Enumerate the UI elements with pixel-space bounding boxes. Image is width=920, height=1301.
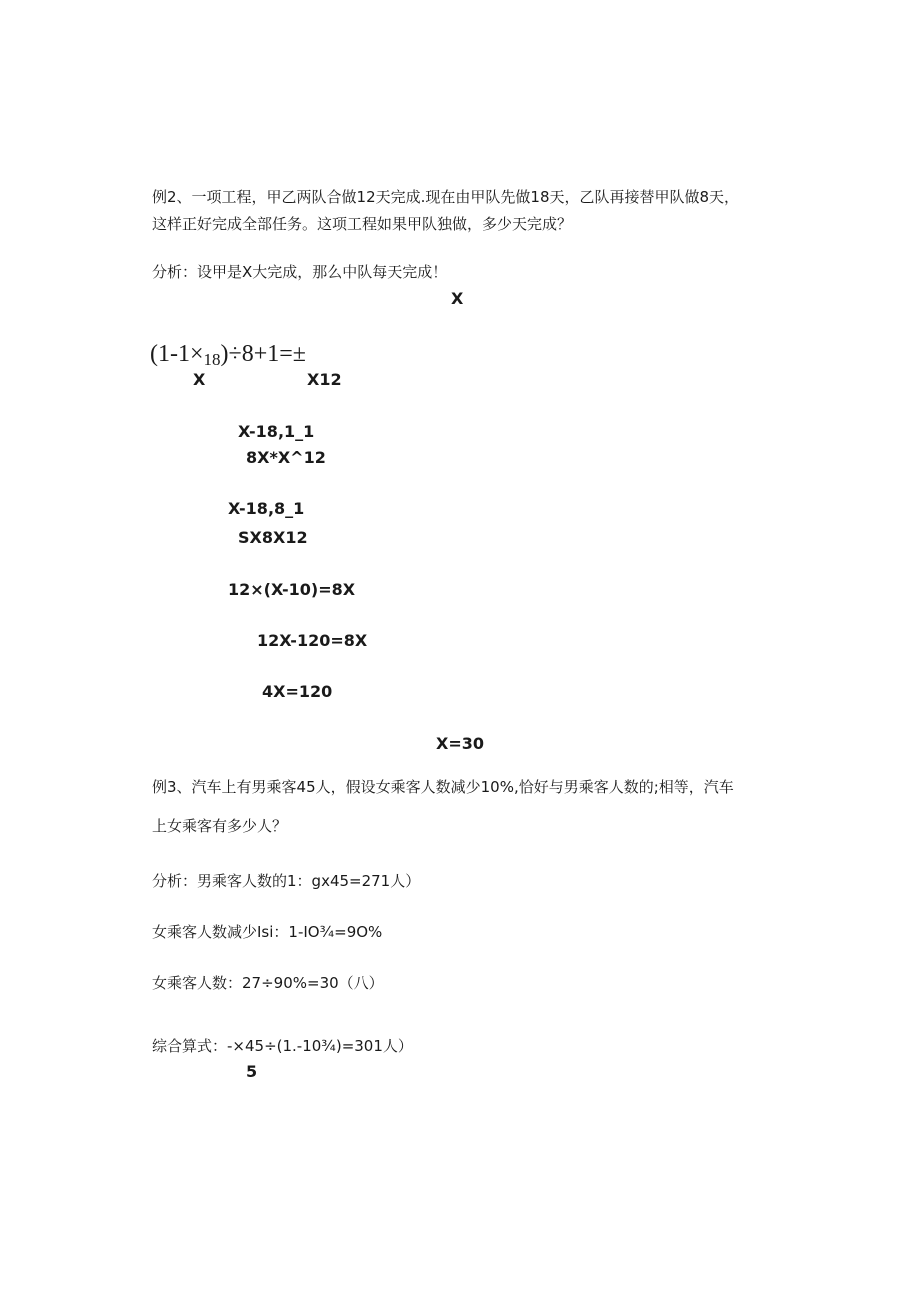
analysis-2-denominator: X bbox=[451, 289, 464, 308]
equation-below-left: X bbox=[193, 370, 206, 389]
step-line: 12×(X-10)=8X bbox=[228, 580, 356, 599]
main-equation-subscript: 18 bbox=[203, 350, 221, 369]
step-line: 8X*X^12 bbox=[246, 448, 326, 467]
example-2-line-2: 这样正好完成全部任务。这项工程如果甲队独做，多少天完成？ bbox=[152, 215, 573, 233]
step-line: 12X-120=8X bbox=[257, 631, 368, 650]
footnote-number: 5 bbox=[246, 1062, 258, 1081]
example-3-line-2: 上女乘客有多少人？ bbox=[152, 817, 288, 835]
step-line: X-18,8_1 bbox=[228, 499, 305, 518]
main-equation-post: )÷8+1=± bbox=[220, 341, 306, 367]
step-line-result: X=30 bbox=[436, 734, 485, 753]
example-2-line-1: 例2、一项工程，甲乙两队合做12天完成.现在由甲队先做18天，乙队再接替甲队做8天， bbox=[152, 188, 740, 206]
step-line: 4X=120 bbox=[262, 682, 333, 701]
analysis-2-text: 分析：设甲是X大完成，那么中队每天完成！ bbox=[152, 263, 448, 281]
example-3-line-1: 例3、汽车上有男乘客45人，假设女乘客人数减少10%,恰好与男乘客人数的;相等，汽车 bbox=[152, 778, 734, 796]
analysis-3-line: 分析：男乘客人数的1：gx45=271人） bbox=[152, 872, 421, 890]
main-equation bbox=[150, 340, 306, 370]
main-equation-pre: (1-1× bbox=[150, 341, 204, 367]
analysis-3-line: 女乘客人数减少Isi：1-IO¾=9O% bbox=[152, 923, 383, 941]
analysis-3-line: 女乘客人数：27÷90%=30（八） bbox=[152, 974, 384, 992]
equation-below-right: X12 bbox=[307, 370, 342, 389]
step-line: SX8X12 bbox=[238, 528, 308, 547]
step-line: X-18,1_1 bbox=[238, 422, 315, 441]
analysis-3-line: 综合算式：-×45÷(1.-10¾)=301人） bbox=[152, 1037, 413, 1055]
